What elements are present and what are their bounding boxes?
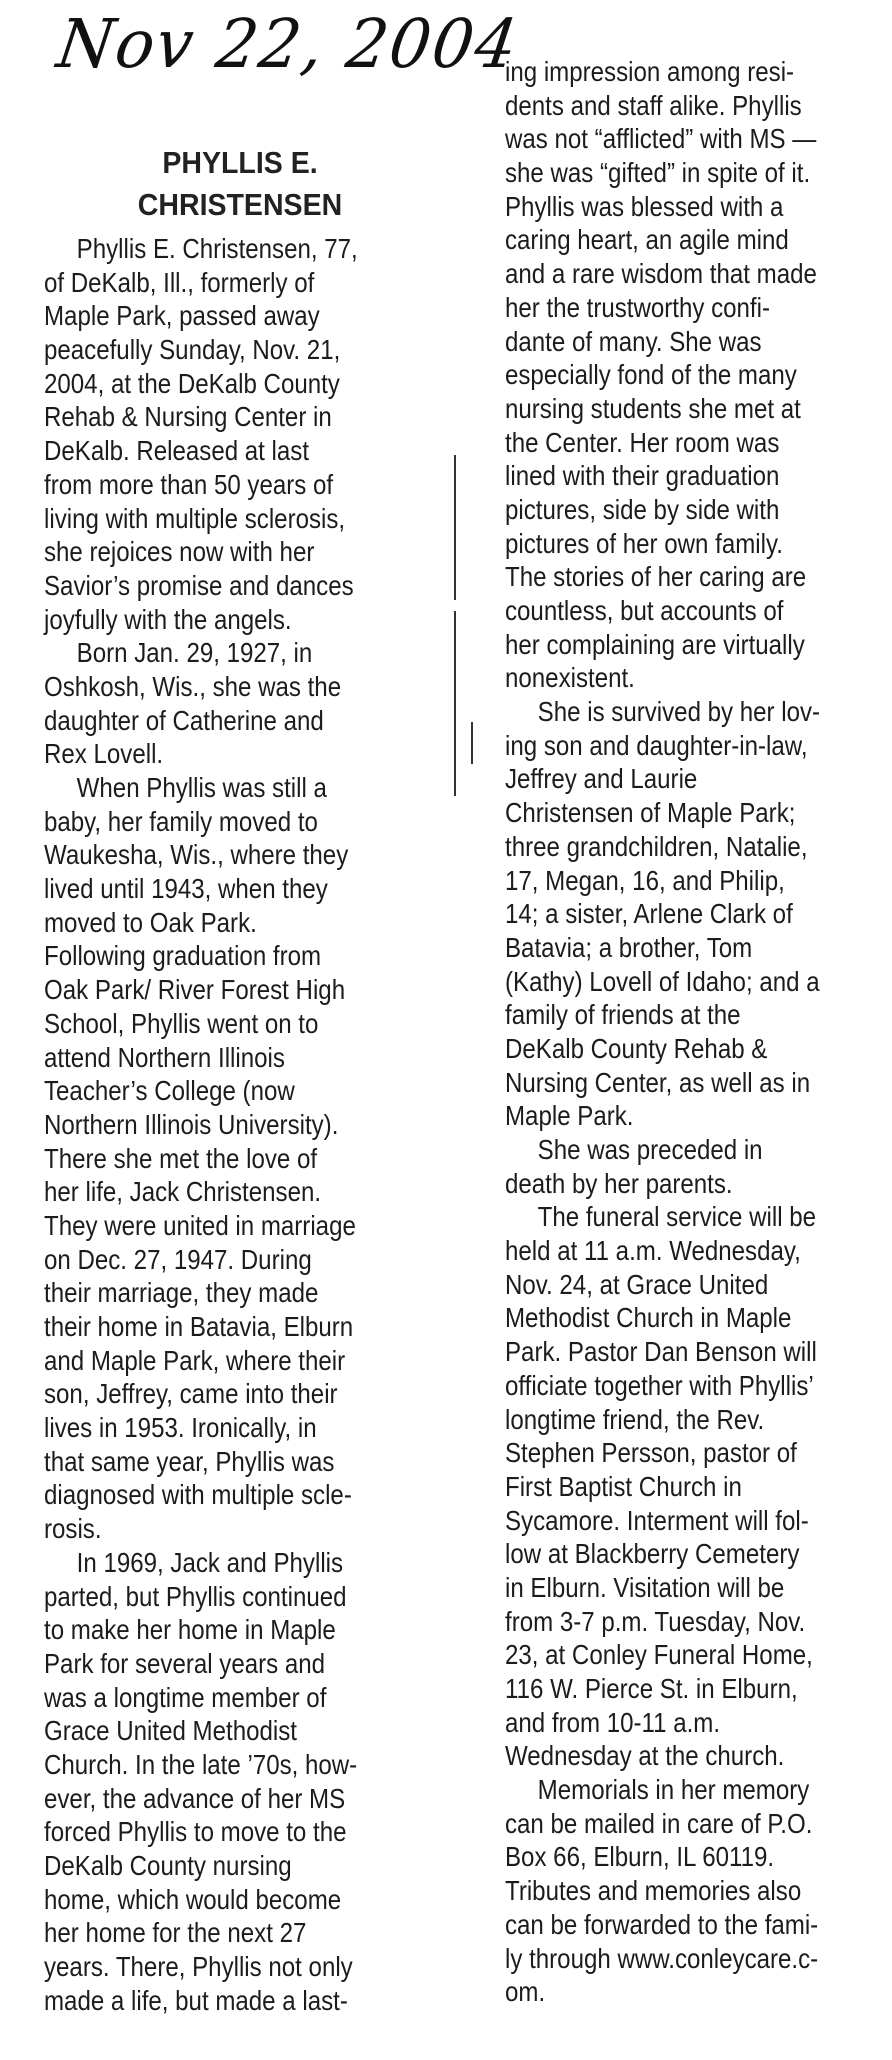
text-line: she rejoices now with her <box>44 536 315 568</box>
text-line: They were united in marriage <box>44 1209 356 1241</box>
text-line: and from 10-11 a.m. <box>505 1706 721 1738</box>
text-line: Born Jan. 29, 1927, in <box>76 637 313 669</box>
text-line: from more than 50 years of <box>44 468 334 500</box>
title-line-2: CHRISTENSEN <box>137 187 343 222</box>
text-line: their marriage, they made <box>44 1277 319 1309</box>
text-line: can be mailed in care of P.O. <box>505 1807 813 1839</box>
text-line: especially fond of the many <box>505 359 797 391</box>
text-line: lived until 1943, when they <box>44 873 328 905</box>
text-line: pictures of her own family. <box>505 527 783 559</box>
text-line: Christensen of Maple Park; <box>505 797 796 829</box>
text-line: School, Phyllis went on to <box>44 1007 319 1039</box>
text-line: Phyllis was blessed with a <box>505 190 784 222</box>
text-line: that same year, Phyllis was <box>44 1445 335 1477</box>
text-line: DeKalb County nursing <box>44 1850 292 1881</box>
text-line: Jeffrey and Laurie <box>505 763 698 795</box>
text-line: Nov. 24, at Grace United <box>505 1268 769 1300</box>
text-line: Northern Illinois University). <box>44 1108 339 1140</box>
text-line: moved to Oak Park. <box>44 906 257 938</box>
text-line: ever, the advance of her MS <box>44 1782 346 1814</box>
text-line: longtime friend, the Rev. <box>505 1403 765 1435</box>
text-line: ing son and daughter-in-law, <box>505 729 808 761</box>
text-line: in Elburn. Visitation will be <box>505 1571 785 1603</box>
text-line: Church. In the late ’70s, how- <box>44 1748 358 1780</box>
text-line: low at Blackberry Cemetery <box>505 1538 800 1570</box>
text-line: nonexistent. <box>505 662 635 694</box>
text-line: Memorials in her memory <box>537 1774 810 1806</box>
text-line: Rehab & Nursing Center in <box>44 401 332 433</box>
text-line: ly through www.conleycare.c- <box>505 1942 819 1974</box>
text-line: peacefully Sunday, Nov. 21, <box>44 334 341 366</box>
text-line: 23, at Conley Funeral Home, <box>505 1639 813 1671</box>
text-line: her complaining are virtually <box>505 628 805 660</box>
text-line: on Dec. 27, 1947. During <box>44 1243 312 1275</box>
text-line: Park for several years and <box>44 1647 326 1679</box>
text-line: Park. Pastor Dan Benson will <box>505 1336 817 1368</box>
text-line: Phyllis E. Christensen, 77, <box>76 233 358 264</box>
text-line: the Center. Her room was <box>505 426 780 458</box>
text-line: her the trustworthy confi- <box>505 291 770 323</box>
text-line: She was preceded in <box>537 1134 763 1165</box>
text-line: she was “gifted” in spite of it. <box>505 157 811 189</box>
text-line: Tributes and memories also <box>505 1875 802 1907</box>
column-divider <box>454 455 456 600</box>
text-line: DeKalb County Rehab & <box>505 1032 768 1064</box>
text-line: to make her home in Maple <box>44 1614 336 1646</box>
text-line: Box 66, Elburn, IL 60119. <box>505 1841 775 1873</box>
text-line: rosis. <box>44 1513 102 1545</box>
column-divider <box>471 722 473 764</box>
text-line: Oak Park/ River Forest High <box>44 974 346 1006</box>
text-line: When Phyllis was still a <box>76 772 327 803</box>
text-line: dents and staff alike. Phyllis <box>505 89 802 121</box>
column-divider <box>454 611 456 796</box>
text-line: 116 W. Pierce St. in Elburn, <box>505 1673 798 1704</box>
text-line: lives in 1953. Ironically, in <box>44 1412 317 1444</box>
text-line: death by her parents. <box>505 1167 733 1199</box>
text-line: Following graduation from <box>44 940 322 972</box>
text-line: She is survived by her lov- <box>537 696 821 728</box>
text-line: Teacher’s College (now <box>44 1075 295 1107</box>
text-line: three grandchildren, Natalie, <box>505 830 808 862</box>
text-line: family of friends at the <box>505 999 741 1031</box>
text-line: countless, but accounts of <box>505 595 784 626</box>
text-line: from 3-7 p.m. Tuesday, Nov. <box>505 1605 806 1637</box>
text-line: made a life, but made a last- <box>44 1984 348 2016</box>
text-line: Stephen Persson, pastor of <box>505 1437 797 1469</box>
text-line: 14; a sister, Arlene Clark of <box>505 898 793 930</box>
text-line: Maple Park, passed away <box>44 300 320 332</box>
text-line: their home in Batavia, Elburn <box>44 1311 354 1342</box>
text-line: forced Phyllis to move to the <box>44 1816 347 1848</box>
obituary-title <box>65 142 415 226</box>
text-line: DeKalb. Released at last <box>44 435 310 467</box>
text-line: Methodist Church in Maple <box>505 1302 792 1334</box>
text-line: of DeKalb, Ill., formerly of <box>44 266 315 298</box>
text-line: om. <box>505 1976 546 2008</box>
text-line: and a rare wisdom that made <box>505 258 817 290</box>
text-line: attend Northern Illinois <box>44 1041 285 1073</box>
text-line: caring heart, an agile mind <box>505 224 789 256</box>
text-line: parted, but Phyllis continued <box>44 1580 347 1612</box>
text-line: ing impression among resi- <box>505 56 795 87</box>
text-line: Maple Park. <box>505 1100 634 1132</box>
text-line: can be forwarded to the fami- <box>505 1908 819 1940</box>
text-line: In 1969, Jack and Phyllis <box>76 1546 344 1578</box>
text-column-2 <box>505 55 871 2009</box>
text-line: was a longtime member of <box>44 1681 327 1713</box>
text-line: pictures, side by side with <box>505 493 780 525</box>
text-line: First Baptist Church in <box>505 1470 742 1502</box>
text-line: daughter of Catherine and <box>44 704 324 736</box>
text-line: son, Jeffrey, came into their <box>44 1378 338 1410</box>
text-line: There she met the love of <box>44 1142 318 1174</box>
text-line: and Maple Park, where their <box>44 1344 346 1376</box>
text-line: diagnosed with multiple scle- <box>44 1479 352 1511</box>
text-line: Wednesday at the church. <box>505 1740 785 1772</box>
text-line: (Kathy) Lovell of Idaho; and a <box>505 965 820 997</box>
text-line: her life, Jack Christensen. <box>44 1176 322 1208</box>
text-line: Grace United Methodist <box>44 1715 297 1747</box>
text-line: held at 11 a.m. Wednesday, <box>505 1235 801 1267</box>
text-line: Sycamore. Interment will fol- <box>505 1504 809 1536</box>
text-line: nursing students she met at <box>505 392 801 424</box>
text-line: Batavia; a brother, Tom <box>505 931 753 963</box>
text-line: Waukesha, Wis., where they <box>44 839 349 871</box>
text-line: baby, her family moved to <box>44 805 318 837</box>
text-line: was not “afflicted” with MS — <box>505 123 817 155</box>
handwritten-date: Nov 22, 2004 <box>52 6 524 84</box>
text-line: home, which would become <box>44 1883 342 1915</box>
text-line: officiate together with Phyllis’ <box>505 1369 814 1401</box>
text-line: Oshkosh, Wis., she was the <box>44 670 342 702</box>
text-line: 2004, at the DeKalb County <box>44 367 340 399</box>
text-line: living with multiple sclerosis, <box>44 502 346 534</box>
text-line: The stories of her caring are <box>505 561 807 593</box>
text-line: joyfully with the angels. <box>44 603 292 635</box>
title-line-1: PHYLLIS E. <box>162 145 318 180</box>
text-line: 17, Megan, 16, and Philip, <box>505 864 785 896</box>
text-line: Savior’s promise and dances <box>44 569 354 601</box>
text-line: Rex Lovell. <box>44 738 164 770</box>
text-line: years. There, Phyllis not only <box>44 1951 353 1983</box>
text-column-1 <box>44 232 409 2017</box>
text-line: her home for the next 27 <box>44 1917 307 1949</box>
text-line: Nursing Center, as well as in <box>505 1066 811 1098</box>
text-line: dante of many. She was <box>505 325 762 357</box>
text-line: The funeral service will be <box>537 1201 817 1233</box>
text-line: lined with their graduation <box>505 460 780 492</box>
